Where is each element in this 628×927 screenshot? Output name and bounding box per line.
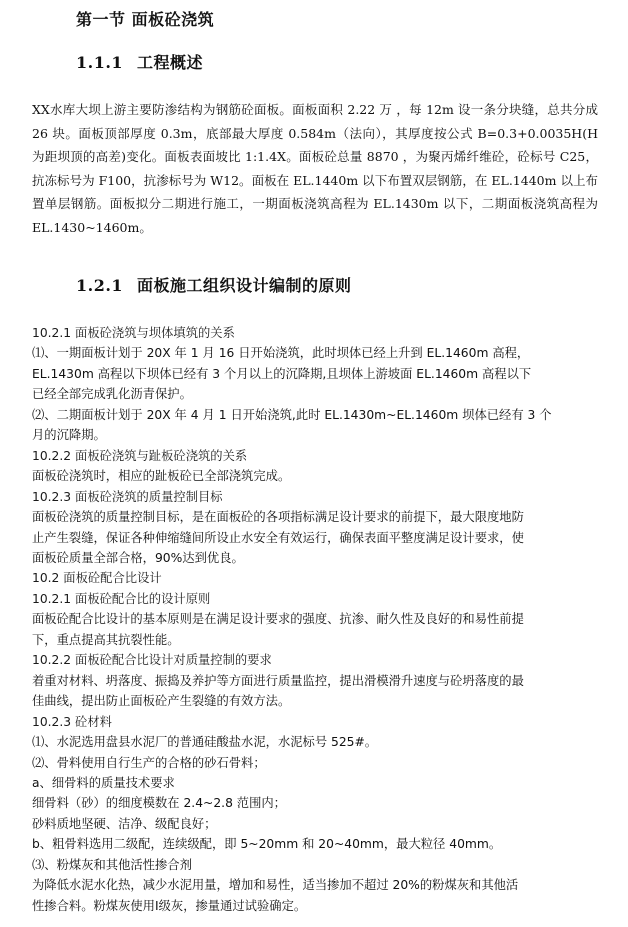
body-line: 10.2.1 面板砼配合比的设计原则	[32, 591, 211, 606]
body-line: ⑶、粉煤灰和其他活性掺合剂	[32, 857, 192, 872]
body-line: a、细骨料的质量技术要求	[32, 775, 175, 790]
overview-heading	[76, 50, 203, 73]
body-line: 10.2.3 砼材料	[32, 714, 112, 729]
body-line: ⑴、一期面板计划于 20X 年 1 月 16 日开始浇筑，此时坝体已经上升到 EL.1460m 高程，	[32, 346, 530, 361]
principles-heading-number: 1.2.1	[76, 276, 124, 295]
body-line: 已经全部完成乳化沥青保护。	[32, 387, 192, 402]
body-line: 性掺合料。粉煤灰使用Ⅰ级灰，掺量通过试验确定。	[32, 898, 307, 913]
body-line: 面板砼浇筑的质量控制目标，是在面板砼的各项指标满足设计要求的前提下，最大限度地防	[32, 510, 524, 525]
overview-heading-number: 1.1.1	[76, 53, 124, 72]
body-line: 砂料质地坚硬、洁净、级配良好；	[32, 816, 217, 831]
body-line: 细骨料（砂）的细度模数在 2.4~2.8 范围内；	[32, 796, 286, 811]
body-line: 着重对材料、坍落度、振捣及养护等方面进行质量监控，提出滑模滑升速度与砼坍落度的最	[32, 673, 524, 688]
body-line: 面板砼浇筑时，相应的趾板砼已全部浇筑完成。	[32, 469, 291, 484]
body-line: 止产生裂缝，保证各种伸缩缝间所设止水安全有效运行，确保表面平整度满足设计要求，使	[32, 530, 524, 545]
body-line: 面板砼质量全部合格，90%达到优良。	[32, 550, 244, 565]
section-title: 第一节 面板砼浇筑	[76, 10, 215, 29]
overview-heading-title: 工程概述	[137, 53, 204, 72]
body-line: 10.2 面板砼配合比设计	[32, 571, 162, 586]
body-line: 10.2.1 面板砼浇筑与坝体填筑的关系	[32, 326, 235, 340]
body-line: ⑵、二期面板计划于 20X 年 4 月 1 日开始浇筑,此时 EL.1430m~EL.1460m 坝体已经有 3 个	[32, 407, 552, 422]
body-line: 月的沉降期。	[32, 428, 106, 443]
principles-heading	[76, 273, 352, 296]
principles-body	[32, 323, 600, 916]
body-line: 佳曲线，提出防止面板砼产生裂缝的有效方法。	[32, 694, 291, 709]
body-line: ⑴、水泥选用盘县水泥厂的普通硅酸盐水泥，水泥标号 525#。	[32, 735, 378, 750]
body-line: EL.1430m 高程以下坝体已经有 3 个月以上的沉降期,且坝体上游坡面 EL.1460m 高程以下	[32, 366, 532, 381]
principles-heading-title: 面板施工组织设计编制的原则	[137, 276, 352, 295]
body-line: 下，重点提高其抗裂性能。	[32, 632, 180, 647]
overview-paragraph: XX水库大坝上游主要防渗结构为钢筋砼面板。面板面积 2.22 万 ，每 12m 设一条分块缝，总共分成 26 块。面板顶部厚度 0.3m，底部最大厚度 0.584m（法向），其厚度按公式 B=0.3+0.0035H(H 为距坝顶的高差)变化。面板表面坡比 1:1.4X。面板砼总量 8870 ，为聚丙烯纤维砼，砼标号 C25，抗冻标号为 F100，抗渗标号为 W12。面板在 EL.1440m 以下布置双层钢筋，在 EL.1440m 以上布置单层钢筋。面板拟分二期进行施工，一期面板浇筑高程为 EL.1430m 以下，二期面板浇筑高程为 EL.1430~1460m。	[32, 102, 598, 235]
body-line: b、粗骨料选用二级配，连续级配，即 5~20mm 和 20~40mm，最大粒径 40mm。	[32, 837, 502, 852]
body-line: 10.2.3 面板砼浇筑的质量控制目标	[32, 489, 223, 504]
body-line: 为降低水泥水化热，减少水泥用量，增加和易性，适当掺加不超过 20%的粉煤灰和其他活	[32, 878, 519, 893]
body-line: 面板砼配合比设计的基本原则是在满足设计要求的强度、抗渗、耐久性及良好的和易性前提	[32, 612, 524, 627]
body-line: 10.2.2 面板砼浇筑与趾板砼浇筑的关系	[32, 448, 248, 463]
body-line: 10.2.2 面板砼配合比设计对质量控制的要求	[32, 653, 272, 668]
body-line: ⑵、骨料使用自行生产的合格的砂石骨料；	[32, 755, 266, 770]
